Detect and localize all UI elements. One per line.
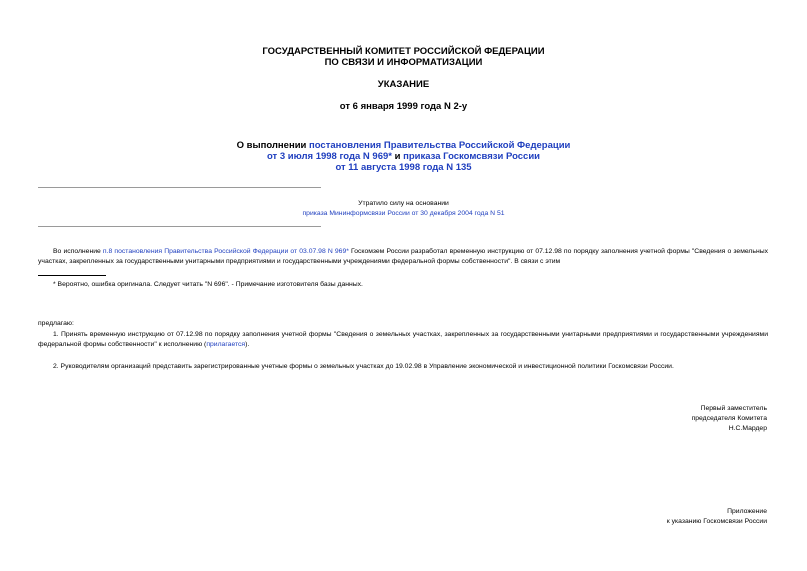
intro-text-end: Госкомзем России разработал временную инструкцию от 07.12.98 по порядку заполнения учетной формы "Сведения о земельных участках, закрепленных за государственными унитарными предприятиями и государственными учреждениями федеральной формы собственности". В связи с этим [38,248,768,265]
title-connector: и [391,151,404,162]
item-2: 2. Руководителям организаций представить зарегистрированные учетные формы о земельных участках до 19.02.98 в Управление экономической и инвестиционной политики Госкомсвязи России. [53,363,674,370]
validity-order-link[interactable]: приказа Мининформсвязи России от 30 декабря 2004 года N 51 [302,210,505,217]
item-1: 1. Принять временную инструкцию от 07.12.98 по порядку заполнения учетной формы "Сведения о земельных участках, закрепленных за государственными унитарными предприятиями и государственными учреждениями федеральной формы собственности" к исполнению (прилагается). [38,331,768,348]
intro-text-start: Во исполнение [53,248,103,255]
divider-bottom [38,226,321,227]
document-title [0,140,807,173]
document-date: от 6 января 1999 года N 2-у [339,101,468,112]
footnote-separator [38,275,106,276]
footnote-text: * Вероятно, ошибка оригинала. Следует читать "N 696". - Примечание изготовителя базы данных. [53,281,363,288]
resolution-969-link[interactable]: постановления Правительства Российской Федерации от 03.07.98 N 969* [114,248,349,255]
title-prefix: О выполнении [236,140,310,151]
propose-label: предлагаю: [38,320,74,327]
resolution-link-line1[interactable]: постановления Правительства Российской Федерации [309,140,571,151]
signature-position: Первый заместитель [700,405,767,412]
item-1-text: 1. Принять временную инструкцию от 07.12.98 по порядку заполнения учетной формы "Сведения о земельных участках, закрепленных за государственными унитарными предприятиями и государственными учреждениями федеральной формы собственности" к исполнению ( [38,331,768,348]
document-type: УКАЗАНИЕ [377,79,430,90]
attached-link[interactable]: прилагается [206,341,246,348]
validity-note: Утратило силу на основании [358,200,449,207]
signature-name: Н.С.Мардер [728,425,767,432]
order-link-line1[interactable]: приказа Госкомсвязи России [403,151,541,162]
appendix-reference: к указанию Госкомсвязи России [666,518,767,525]
validity-link-wrap [0,209,807,219]
committee-name-line1: ГОСУДАРСТВЕННЫЙ КОМИТЕТ РОССИЙСКОЙ ФЕДЕРАЦИИ [262,46,545,57]
intro-paragraph [38,247,768,267]
divider-top [38,187,321,188]
resolution-link-line2[interactable]: от 3 июля 1998 года N 969* [266,151,392,162]
point-8-link[interactable]: п.8 [102,248,113,255]
signature-block [692,404,767,434]
order-link-line2[interactable]: от 11 августа 1998 года N 135 [335,162,472,173]
signature-position-2: председателя Комитета [691,415,767,422]
appendix-block [667,507,767,527]
committee-name-line2: ПО СВЯЗИ И ИНФОРМАТИЗАЦИИ [324,57,483,68]
appendix-label: Приложение [727,508,767,515]
